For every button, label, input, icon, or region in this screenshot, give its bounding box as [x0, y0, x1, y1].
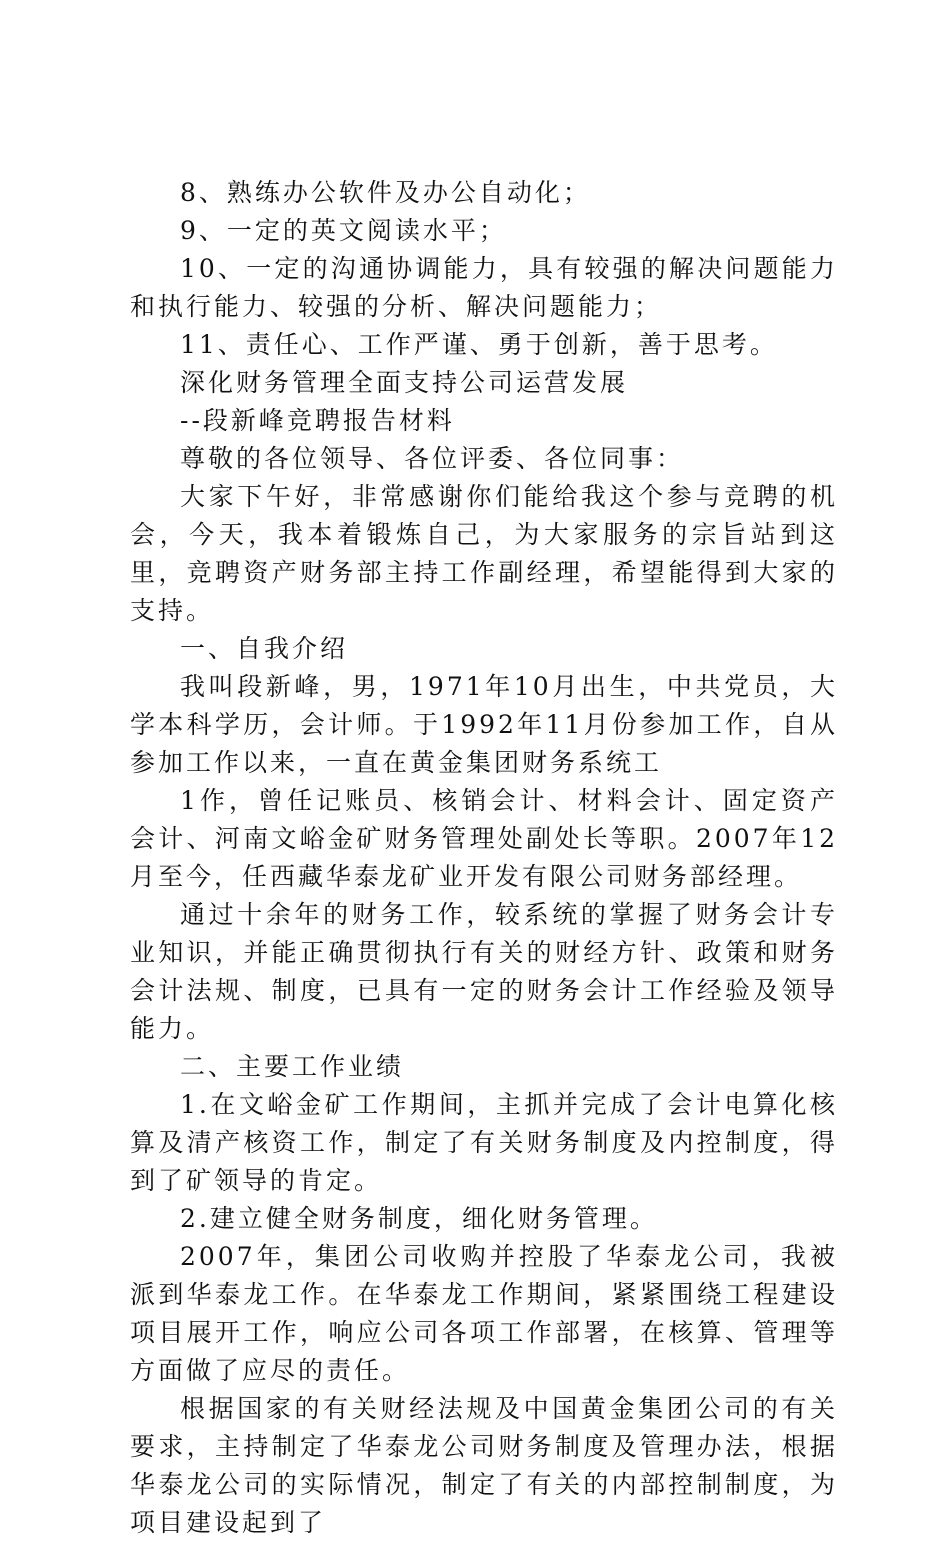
list-item-10: 10、一定的沟通协调能力，具有较强的解决问题能力和执行能力、较强的分析、解决问题能力；: [130, 254, 838, 321]
salutation: 尊敬的各位领导、各位评委、各位同事：: [180, 444, 685, 473]
document-body: [130, 174, 838, 1542]
achievement-1: 1.在文峪金矿工作期间，主抓并完成了会计电算化核算及清产核资工作，制定了有关财务制度及内控制度，得到了矿领导的肯定。: [130, 1090, 838, 1195]
opening-paragraph: 大家下午好，非常感谢你们能给我这个参与竞聘的机会，今天，我本着锻炼自己，为大家服务的宗旨站到这里，竞聘资产财务部主持工作副经理，希望能得到大家的支持。: [130, 482, 838, 625]
report-title: 深化财务管理全面支持公司运营发展: [180, 368, 629, 397]
section-heading-achievements: 二、主要工作业绩: [180, 1052, 405, 1081]
regulations-paragraph: 根据国家的有关财经法规及中国黄金集团公司的有关要求，主持制定了华泰龙公司财务制度及管理办法，根据华泰龙公司的实际情况，制定了有关的内部控制制度，为项目建设起到了: [130, 1394, 838, 1537]
achievement-2: 2.建立健全财务制度，细化财务管理。: [180, 1204, 658, 1233]
list-item-11: 11、责任心、工作严谨、勇于创新，善于思考。: [180, 330, 778, 359]
intro-paragraph: 我叫段新峰，男，1971年10月出生，中共党员，大学本科学历，会计师。于1992年11月份参加工作，自从参加工作以来，一直在黄金集团财务系统工: [130, 672, 838, 777]
career-paragraph: 1作，曾任记账员、核销会计、材料会计、固定资产会计、河南文峪金矿财务管理处副处长等职。2007年12月至今，任西藏华泰龙矿业开发有限公司财务部经理。: [130, 786, 838, 891]
section-heading-intro: 一、自我介绍: [180, 634, 349, 663]
acquisition-paragraph: 2007年，集团公司收购并控股了华泰龙公司，我被派到华泰龙工作。在华泰龙工作期间，紧紧围绕工程建设项目展开工作，响应公司各项工作部署，在核算、管理等方面做了应尽的责任。: [130, 1242, 838, 1385]
report-subtitle: --段新峰竞聘报告材料: [180, 406, 455, 435]
list-item-8: 8、熟练办公软件及办公自动化；: [180, 178, 591, 207]
experience-paragraph: 通过十余年的财务工作，较系统的掌握了财务会计专业知识，并能正确贯彻执行有关的财经方针、政策和财务会计法规、制度，已具有一定的财务会计工作经验及领导能力。: [130, 900, 838, 1043]
list-item-9: 9、一定的英文阅读水平；: [180, 216, 507, 245]
